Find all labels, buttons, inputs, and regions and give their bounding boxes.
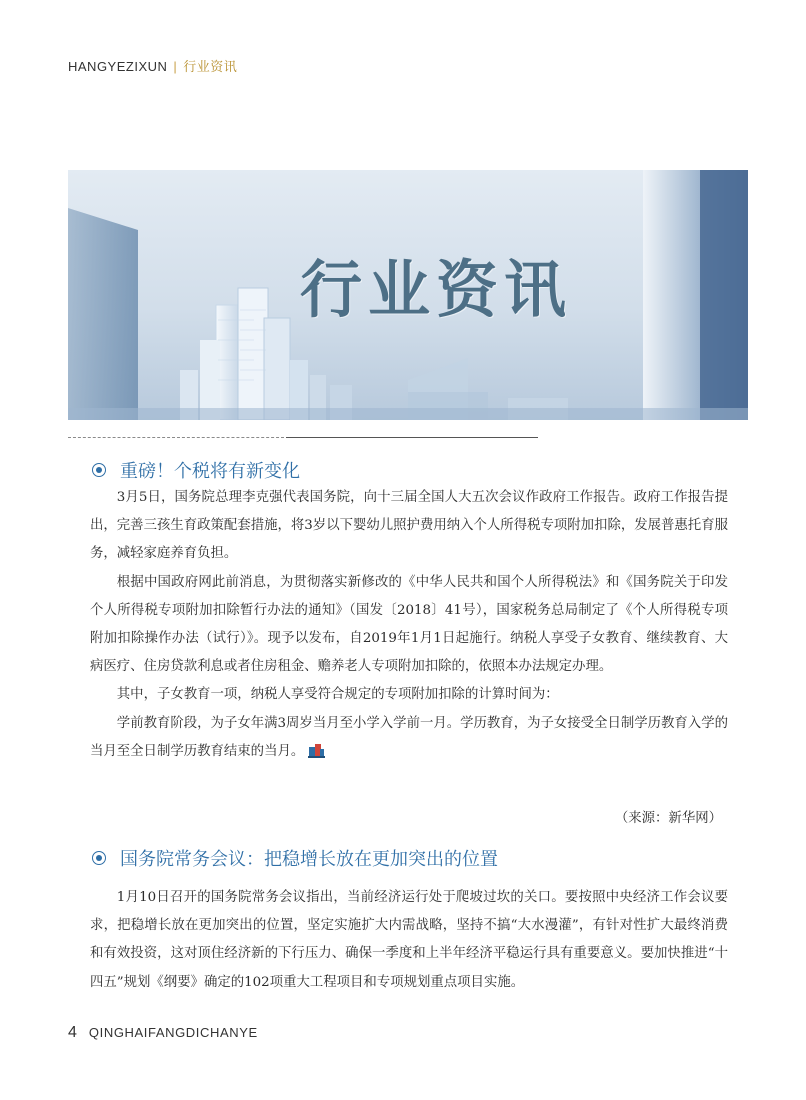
running-head-separator: | [173,59,178,74]
section-divider [68,437,538,439]
article1-paragraph [90,710,728,766]
article2-paragraph: 1月10日召开的国务院常务会议指出，当前经济运行处于爬坡过坎的关口。要按照中央经济工作会议要求，把稳增长放在更加突出的位置，坚定实施扩大内需战略，坚持不搞“大水漫灌”，有针对性扩大最终消费和有效投资，这对顶住经济新的下行压力、确保一季度和上半年经济平稳运行具有重要意义。要加快推进“十四五”规划《纲要》确定的102项重大工程项目和专项规划重点项目实施。 [90,890,728,990]
banner-title: 行业资讯 [300,253,573,326]
article1-paragraph: 3月5日，国务院总理李克强代表国务院，向十三届全国人大五次会议作政府工作报告。政府工作报告提出，完善三孩生育政策配套措施，将3岁以下婴幼儿照护费用纳入个人所得税专项附加扣除，发展普惠托育服务，减轻家庭养育负担。 [90,490,728,562]
banner-image [68,170,748,420]
article1-paragraph: 其中，子女教育一项，纳税人享受符合规定的专项附加扣除的计算时间为： [116,687,559,703]
article1-body [90,484,728,766]
article1-paragraph-text: 学前教育阶段，为子女年满3周岁当月至小学入学前一月。学历教育，为子女接受全日制学历教育入学的当月至全日制学历教育结束的当月。 [90,715,728,759]
article1-paragraph: 根据中国政府网此前消息，为贯彻落实新修改的《中华人民共和国个人所得税法》和《国务院关于印发个人所得税专项附加扣除暂行办法的通知》（国发〔2018〕41号），国家税务总局制定了《个人所得税专项附加扣除操作办法（试行）》。现予以发布，自2019年1月1日起施行。纳税人享受子女教育、继续教育、大病医疗、住房贷款利息或者住房租金、赡养老人专项附加扣除的，依照本办法规定办理。 [90,574,728,675]
article1-heading [92,457,300,483]
publication-name: QINGHAIFANGDICHANYE [88,1025,258,1040]
article2-body [90,884,728,997]
article1-source: （来源：新华网） [614,811,722,826]
page-number: 4 [68,1024,77,1041]
heading-bullet-icon [92,463,106,477]
article2-heading-text: 国务院常务会议：把稳增长放在更加突出的位置 [120,849,498,870]
article1-heading-text: 重磅！个税将有新变化 [120,461,300,482]
heading-bullet-icon [92,851,106,865]
running-head [68,56,237,75]
running-head-pinyin: HANGYEZIXUN [68,59,168,74]
running-head-section: 行业资讯 [183,60,238,75]
article2-heading [92,845,498,871]
page-footer [68,1024,258,1042]
building-logo-icon [308,743,325,758]
